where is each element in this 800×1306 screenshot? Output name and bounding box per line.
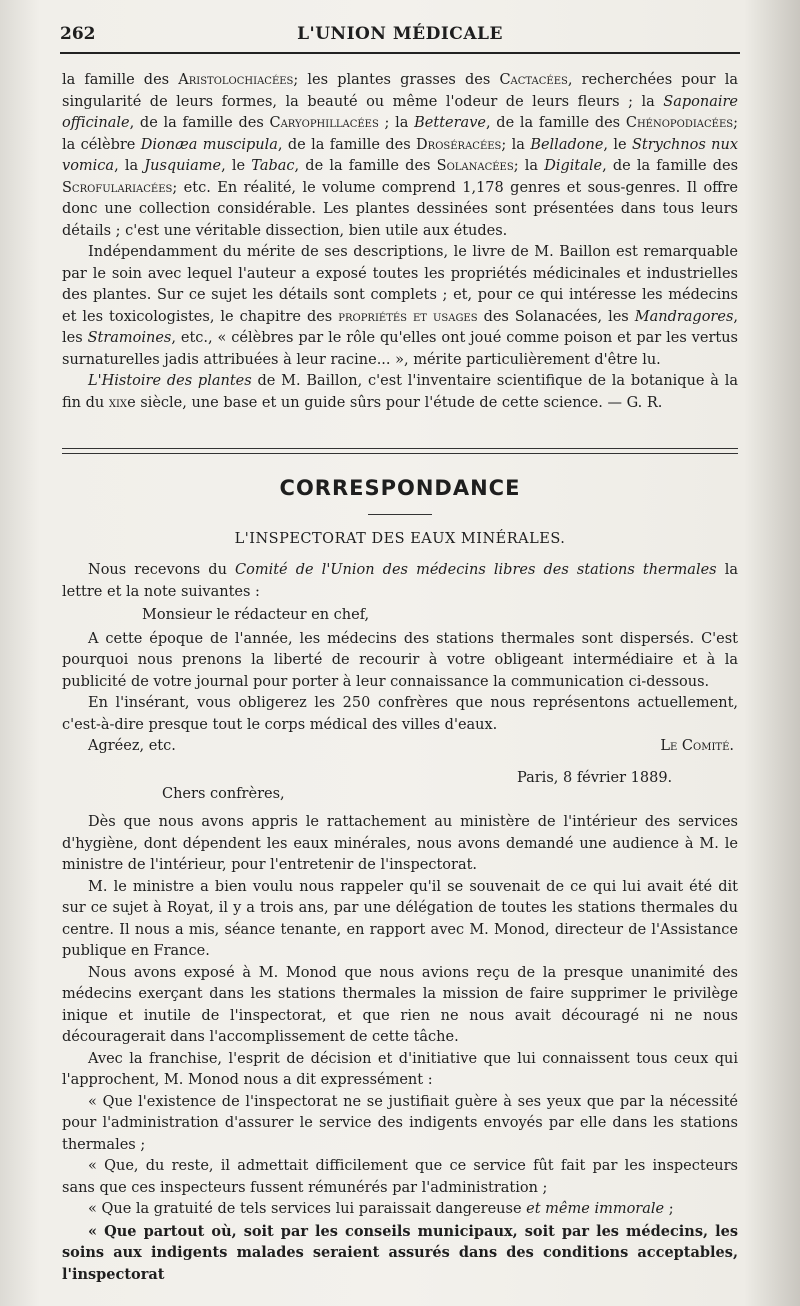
text-run: , la [114,158,145,174]
text-run: ; etc. En réalité, le volume comprend 1,178 genres et sous-genres. Il offre donc une collection considérable. Les plantes dessinées sont présentées dans tous leurs détails ; c'est une véritable dissection, bien utile aux études. [62,179,738,239]
text-run: Solanacées [436,158,514,174]
text-run: Digitale [544,158,603,174]
page-header [60,24,740,50]
text-run: la famille des [62,72,179,88]
text-run: , de la famille des [277,136,417,153]
text-run: Caryophillacées [269,115,379,131]
text-run: Comité de l'Union des médecins libres des stations thermales [235,562,717,578]
book-review [62,70,738,414]
letter-closing: Agréez, etc. [88,738,176,754]
quote-1: « Que l'existence de l'inspectorat ne se justifiait guère à ses yeux que par la nécessité pour l'administration d'assurer le service des indigents envoyés par elle dans les stations thermales ; [62,1093,738,1153]
letter-paragraph-1: A cette époque de l'année, les médecins des stations thermales sont dispersés. C'est pourquoi nous prenons la liberté de recourir à votre obligeant intermédiaire et à la publicité de votre journal pour porter à leur connaissance la communication ci-dessous. [62,630,738,690]
text-run: des Solanacées, les [477,308,635,325]
quote-2: « Que, du reste, il admettait difficilement que ce service fût fait par les inspecteurs sans que ces inspecteurs fussent rémunérés par l'administration ; [62,1158,738,1196]
text-run: Dionæa muscipula [140,136,278,153]
review-paragraph-2 [62,242,738,371]
text-run: Chénopodiacées [625,115,734,131]
text-run: Nous recevons du [88,562,236,578]
letter-salutation: Monsieur le rédacteur en chef, [142,607,370,623]
text-run: de M. Baillon, c'est l'inventaire scientifique de la botanique à la fin du [62,373,738,411]
quote-3-end: ; [664,1201,674,1217]
quote-3-start: « Que la gratuité de tels services lui paraissait dangereuse [88,1201,527,1217]
text-run: Belladone [530,136,604,153]
text-run: , le [221,158,252,174]
text-run: ; la [513,158,545,174]
text-run: e siècle, une base et un guide sûrs pour l'étude de cette science. — G. R. [127,394,663,411]
article-title: L'INSPECTORAT DES EAUX MINÉRALES. [234,531,566,547]
text-run: , de la famille des [485,115,626,131]
text-run: Droséracées [416,136,502,153]
text-run: , de la famille des [294,158,437,174]
letter-intro [62,560,738,603]
text-run: Jusquiame [144,158,222,174]
running-title: L'UNION MÉDICALE [297,24,503,44]
text-run: Tabac [251,158,295,174]
letter-paragraph-2: En l'insérant, vous obligerez les 250 confrères que nous représentons actuellement, c'est-à-dire presque tout le corps médical des villes d'eaux. [62,695,738,733]
text-run: , recherchées pour la singularité de leurs formes, la beauté ou même l'odeur de leurs fleurs ; la [62,72,738,110]
header-rule [60,52,740,54]
text-run: xix [108,394,128,411]
quote-4: « Que partout où, soit par les conseils municipaux, soit par les médecins, les soins aux indigents malades seraient assurés dans des conditions acceptables, l'inspectorat [62,1222,738,1283]
text-run: la lettre et la note suivantes : [62,562,738,600]
committee-letter [62,560,738,758]
review-paragraph-1 [62,70,738,242]
text-run: Saponaire officinale [62,93,738,131]
text-run: ; la célèbre [62,115,739,153]
text-run: Stramoines [87,330,172,346]
text-run: Strychnos nux vomica [62,136,739,174]
text-run: , etc., « célèbres par le rôle qu'elles ont joué comme poison et par les vertus surnaturelles jadis attribuées à leur racine... », mérite particulièrement d'être lu. [62,330,738,368]
text-run: , les [62,308,738,346]
place-date: Paris, 8 février 1889. [517,770,673,786]
text-run: Aristolochiacées [178,72,294,88]
text-run: ; la [378,115,415,131]
quote-3-italic: et même immorale [526,1201,665,1217]
note-paragraph-2: M. le ministre a bien voulu nous rappeler qu'il se souvenait de ce qui lui avait été dit sur ce sujet à Royat, il y a trois ans, par une délégation de toutes les stations thermales du centre. Il nous a mis, séance tenante, en rapport avec M. Monod, directeur de l'Assistance publique en France. [62,878,738,959]
text-run: ; la [501,136,531,153]
text-run: , de la famille des [129,115,270,131]
letter-signature: Le Comité. [660,738,734,754]
review-paragraph-3 [62,371,738,414]
text-run: , le [603,136,632,153]
text-run: ; les plantes grasses des [293,72,500,88]
section-title: CORRESPONDANCE [279,476,521,500]
inspectorate-letter [62,812,738,1285]
letter-closing-row [62,736,738,758]
text-run: , de la famille des [602,158,739,174]
quote-3 [62,1199,738,1221]
text-run: propriétés et usages [338,308,478,325]
page-number: 262 [60,24,96,44]
text-run: Mandragores [634,308,734,325]
note-paragraph-1: Dès que nous avons appris le rattachement au ministère de l'intérieur des services d'hygiène, dont dépendent les eaux minérales, nous avons demandé une audience à M. le ministre de l'intérieur, pour l'entretenir de l'inspectorat. [62,814,738,873]
note-paragraph-4: Avec la franchise, l'esprit de décision et d'initiative que lui connaissent tous ceux qui l'approchent, M. Monod nous a dit expressément : [62,1050,738,1088]
text-run: Indépendamment du mérite de ses descriptions, le livre de M. Baillon est remarquable par le soin avec lequel l'auteur a exposé toutes les propriétés médicinales et industrielles des plantes. Sur ce sujet les détails sont complets ; et, pour ce qui intéresse les médecins et les toxicologistes, le chapitre des [62,244,738,325]
text-run: L'Histoire des plantes [88,373,252,389]
note-paragraph-3: Nous avons exposé à M. Monod que nous avions reçu de la presque unanimité des médecins exerçant dans les stations thermales la mission de faire supprimer le privilège inique et inutile de l'inspectorat, et que rien ne nous avait découragé ni ne nous découragerait dans l'accomplissement de cette tâche. [62,964,738,1045]
section-divider [62,448,738,454]
title-underline [368,514,432,515]
text-run: Scrofulariacées [62,179,173,196]
text-run: Betterave [414,115,486,131]
letter-greeting: Chers confrères, [162,786,285,802]
text-run: Cactacées [499,72,568,88]
